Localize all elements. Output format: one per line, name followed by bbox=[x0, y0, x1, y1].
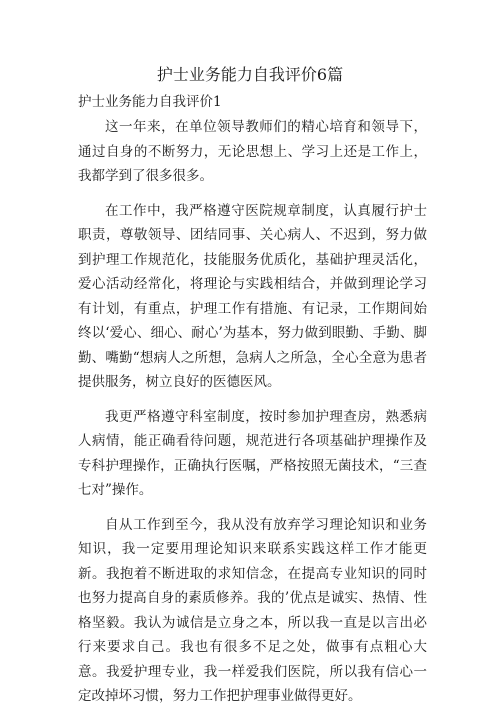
paragraph-3: 我更严格遵守科室制度，按时参加护理查房，熟悉病人病情，能正确看待问题，规范进行各项基础护理操作及专科护理操作，正确执行医嘱，严格按照无菌技术，“三查七对”操作。 bbox=[78, 408, 427, 498]
document-title: 护士业务能力自我评价6篇 bbox=[156, 65, 344, 84]
paragraph-1: 这一年来，在单位领导教师们的精心培育和领导下，通过自身的不断努力，无论思想上、学习上还是工作上，我都学到了很多很多。 bbox=[78, 119, 427, 184]
paragraph-4: 自从工作到至今，我从没有放弃学习理论知识和业务知识，我一定要用理论知识来联系实践这样工作才能更新。我抱着不断进取的求知信念，在提高专业知识的同时也努力提高自身的素质修养。我的’优点是诚实、热情、性格坚毅。我认为诚信是立身之本，所以我一直是以言出必行来要求自己。我也有很多不足之处，做事有点粗心大意。我爱护理专业，我一样爱我们医院，所以我有信心一定改掉坏习惯，努力工作把护理事业做得更好。 bbox=[78, 516, 427, 704]
document-body bbox=[78, 115, 427, 719]
paragraph-2: 在工作中，我严格遵守医院规章制度，认真履行护士职责，尊敬领导、团结同事、关心病人、不迟到，努力做到护理工作规范化，技能服务优质化，基础护理灵活化，爱心活动经常化，将理论与实践相结合，并做到理论学习有计划，有重点，护理工作有措施、有记录，工作期间始终以‘爱心、细心、耐心’为基本，努力做到眼勤、手勤、脚勤、嘴勤“想病人之所想，急病人之所急，全心全意为患者提供服务，树立良好的医德医风。 bbox=[78, 202, 427, 390]
section-heading: 护士业务能力自我评价1 bbox=[78, 94, 222, 110]
